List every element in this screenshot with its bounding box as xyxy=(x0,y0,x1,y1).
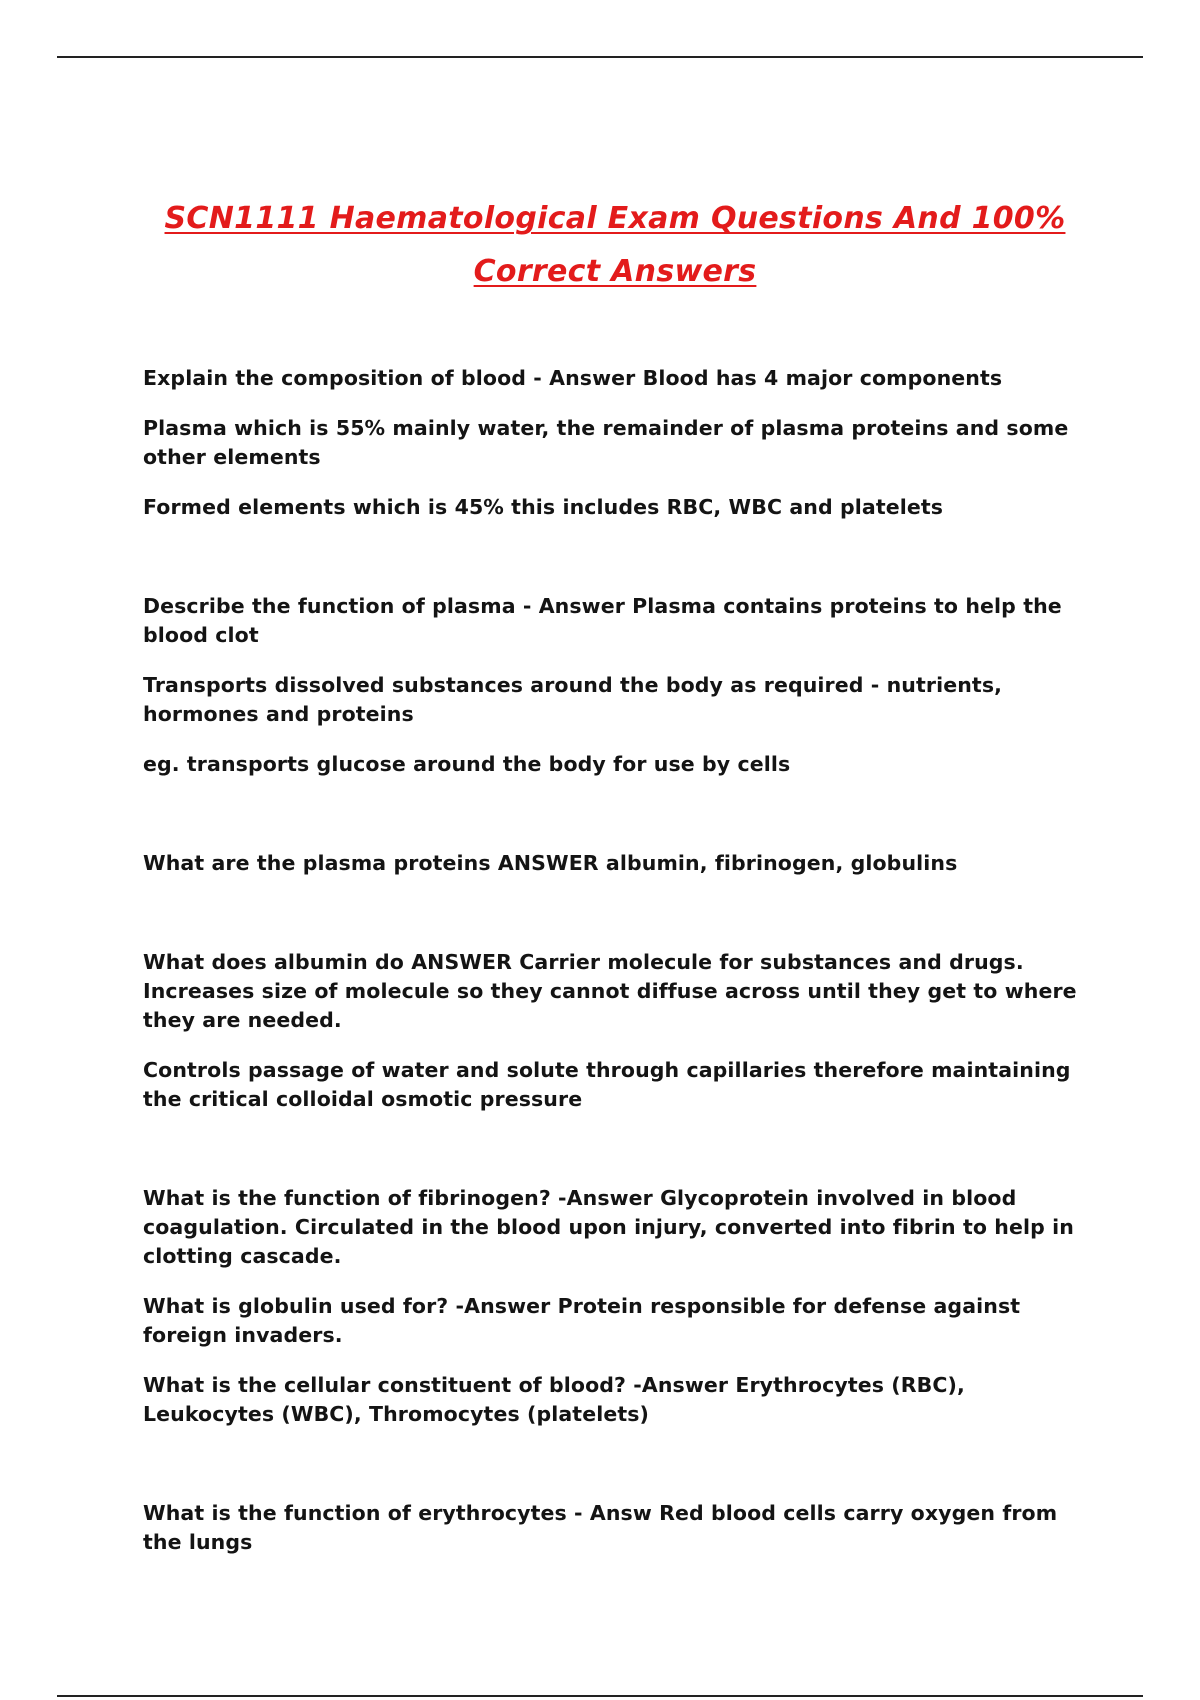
title-line-2: Correct Answers xyxy=(473,254,757,289)
paragraph: Describe the function of plasma - Answer Plasma contains proteins to help the blood clot xyxy=(143,594,1062,647)
paragraph: What is the cellular constituent of blood? -Answer Erythrocytes (RBC), Leukocytes (WBC), Thromocytes (platelets) xyxy=(143,1373,965,1426)
paragraph: What is globulin used for? -Answer Protein responsible for defense against foreign invaders. xyxy=(143,1294,1021,1347)
paragraph: What does albumin do ANSWER Carrier molecule for substances and drugs. Increases size of molecule so they cannot diffuse across until they get to where they are needed. xyxy=(143,950,1077,1032)
paragraph: What is the function of erythrocytes - Answ Red blood cells carry oxygen from the lungs xyxy=(143,1501,1058,1554)
document-body xyxy=(143,364,1093,1557)
document-title xyxy=(120,192,1110,298)
paragraph: Explain the composition of blood - Answer Blood has 4 major components xyxy=(143,366,1003,390)
paragraph: What are the plasma proteins ANSWER albumin, fibrinogen, globulins xyxy=(143,851,958,875)
paragraph: Formed elements which is 45% this includes RBC, WBC and platelets xyxy=(143,495,944,519)
bottom-rule xyxy=(57,1695,1143,1697)
paragraph: Controls passage of water and solute through capillaries therefore maintaining the critical colloidal osmotic pressure xyxy=(143,1058,1071,1111)
paragraph: Transports dissolved substances around the body as required - nutrients, hormones and proteins xyxy=(143,673,1003,726)
paragraph: eg. transports glucose around the body for use by cells xyxy=(143,752,791,776)
title-line-1: SCN1111 Haematological Exam Questions And 100% xyxy=(164,201,1066,236)
top-rule xyxy=(57,56,1143,58)
paragraph: Plasma which is 55% mainly water, the remainder of plasma proteins and some other elements xyxy=(143,416,1069,469)
paragraph: What is the function of fibrinogen? -Answer Glycoprotein involved in blood coagulation. Circulated in the blood upon injury, converted into fibrin to help in clotting cascade. xyxy=(143,1186,1074,1268)
